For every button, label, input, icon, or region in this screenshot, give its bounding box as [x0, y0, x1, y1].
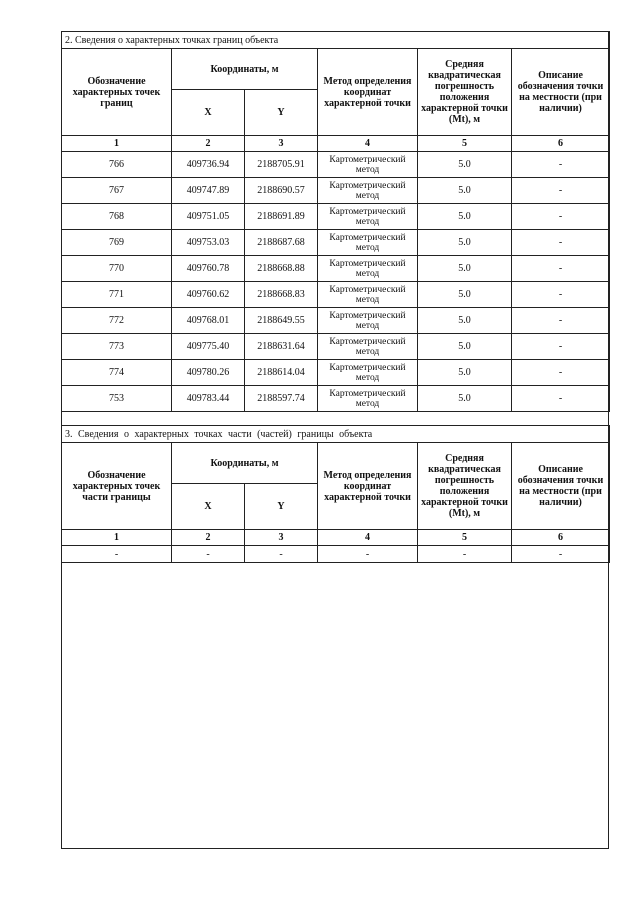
x-coordinate-cell: 409753.03 — [172, 230, 245, 256]
x-coordinate-cell: 409775.40 — [172, 334, 245, 360]
description-cell: - — [512, 360, 610, 386]
point-id-cell: 774 — [62, 360, 172, 386]
point-id-cell: 766 — [62, 152, 172, 178]
table-row — [62, 204, 610, 230]
method-cell: Картометрический метод — [318, 386, 418, 412]
col-number: 5 — [418, 530, 512, 546]
col-number: 3 — [245, 136, 318, 152]
col-number: 1 — [62, 136, 172, 152]
y-coordinate-cell: 2188687.68 — [245, 230, 318, 256]
header-y: Y — [245, 484, 318, 530]
point-id-cell: 770 — [62, 256, 172, 282]
boundary-points-table — [61, 31, 610, 412]
rms-cell: 5.0 — [418, 152, 512, 178]
method-cell: Картометрический метод — [318, 256, 418, 282]
description-cell: - — [512, 308, 610, 334]
method-cell: Картометрический метод — [318, 204, 418, 230]
table-row — [62, 230, 610, 256]
x-coordinate-cell: 409747.89 — [172, 178, 245, 204]
y-coordinate-cell: 2188691.89 — [245, 204, 318, 230]
point-id-cell: - — [62, 546, 172, 563]
method-cell: Картометрический метод — [318, 178, 418, 204]
description-cell: - — [512, 204, 610, 230]
method-cell: - — [318, 546, 418, 563]
y-coordinate-cell: 2188668.83 — [245, 282, 318, 308]
description-cell: - — [512, 386, 610, 412]
point-id-cell: 772 — [62, 308, 172, 334]
description-cell: - — [512, 334, 610, 360]
header-designation: Обозначение характерных точек границ — [62, 49, 172, 136]
header-coordinates: Координаты, м — [172, 443, 318, 484]
rms-cell: 5.0 — [418, 256, 512, 282]
section-title: 3. Сведения о характерных точках части (частей) границы объекта — [62, 426, 610, 443]
point-id-cell: 773 — [62, 334, 172, 360]
point-id-cell: 768 — [62, 204, 172, 230]
col-number: 6 — [512, 530, 610, 546]
col-number: 4 — [318, 136, 418, 152]
col-number: 6 — [512, 136, 610, 152]
description-cell: - — [512, 230, 610, 256]
y-coordinate-cell: 2188690.57 — [245, 178, 318, 204]
header-method: Метод определения координат характерной точки — [318, 49, 418, 136]
method-cell: Картометрический метод — [318, 152, 418, 178]
point-id-cell: 769 — [62, 230, 172, 256]
description-cell: - — [512, 282, 610, 308]
header-description: Описание обозначения точки на местности (при наличии) — [512, 49, 610, 136]
table-row — [62, 360, 610, 386]
col-number: 3 — [245, 530, 318, 546]
x-coordinate-cell: 409751.05 — [172, 204, 245, 230]
header-coordinates: Координаты, м — [172, 49, 318, 90]
col-number: 5 — [418, 136, 512, 152]
table-row — [62, 178, 610, 204]
rms-cell: 5.0 — [418, 282, 512, 308]
method-cell: Картометрический метод — [318, 308, 418, 334]
table-row — [62, 152, 610, 178]
header-method: Метод определения координат характерной точки — [318, 443, 418, 530]
table-row — [62, 386, 610, 412]
description-cell: - — [512, 546, 610, 563]
y-coordinate-cell: 2188631.64 — [245, 334, 318, 360]
x-coordinate-cell: 409760.62 — [172, 282, 245, 308]
x-coordinate-cell: 409783.44 — [172, 386, 245, 412]
part-boundary-points-table — [61, 425, 610, 563]
rms-cell: 5.0 — [418, 204, 512, 230]
rms-cell: 5.0 — [418, 386, 512, 412]
y-coordinate-cell: 2188649.55 — [245, 308, 318, 334]
y-coordinate-cell: 2188705.91 — [245, 152, 318, 178]
point-id-cell: 771 — [62, 282, 172, 308]
col-number: 1 — [62, 530, 172, 546]
header-rms: Средняя квадратическая погрешность положения характерной точки (Mt), м — [418, 49, 512, 136]
method-cell: Картометрический метод — [318, 230, 418, 256]
table-row — [62, 546, 610, 563]
rms-cell: 5.0 — [418, 334, 512, 360]
rms-cell: 5.0 — [418, 360, 512, 386]
x-coordinate-cell: 409780.26 — [172, 360, 245, 386]
section-title: 2. Сведения о характерных точках границ объекта — [62, 32, 610, 49]
header-designation: Обозначение характерных точек части границы — [62, 443, 172, 530]
header-description: Описание обозначения точки на местности (при наличии) — [512, 443, 610, 530]
y-coordinate-cell: 2188614.04 — [245, 360, 318, 386]
method-cell: Картометрический метод — [318, 360, 418, 386]
point-id-cell: 753 — [62, 386, 172, 412]
description-cell: - — [512, 256, 610, 282]
col-number: 4 — [318, 530, 418, 546]
point-id-cell: 767 — [62, 178, 172, 204]
header-rms: Средняя квадратическая погрешность положения характерной точки (Mt), м — [418, 443, 512, 530]
y-coordinate-cell: 2188668.88 — [245, 256, 318, 282]
header-x: X — [172, 484, 245, 530]
rms-cell: 5.0 — [418, 178, 512, 204]
table-row — [62, 256, 610, 282]
method-cell: Картометрический метод — [318, 334, 418, 360]
header-y: Y — [245, 90, 318, 136]
table-row — [62, 282, 610, 308]
table-row — [62, 334, 610, 360]
description-cell: - — [512, 178, 610, 204]
col-number: 2 — [172, 136, 245, 152]
table-row — [62, 308, 610, 334]
description-cell: - — [512, 152, 610, 178]
x-coordinate-cell: - — [172, 546, 245, 563]
rms-cell: 5.0 — [418, 230, 512, 256]
method-cell: Картометрический метод — [318, 282, 418, 308]
col-number: 2 — [172, 530, 245, 546]
rms-cell: - — [418, 546, 512, 563]
x-coordinate-cell: 409760.78 — [172, 256, 245, 282]
y-coordinate-cell: - — [245, 546, 318, 563]
header-x: X — [172, 90, 245, 136]
rms-cell: 5.0 — [418, 308, 512, 334]
x-coordinate-cell: 409768.01 — [172, 308, 245, 334]
x-coordinate-cell: 409736.94 — [172, 152, 245, 178]
y-coordinate-cell: 2188597.74 — [245, 386, 318, 412]
